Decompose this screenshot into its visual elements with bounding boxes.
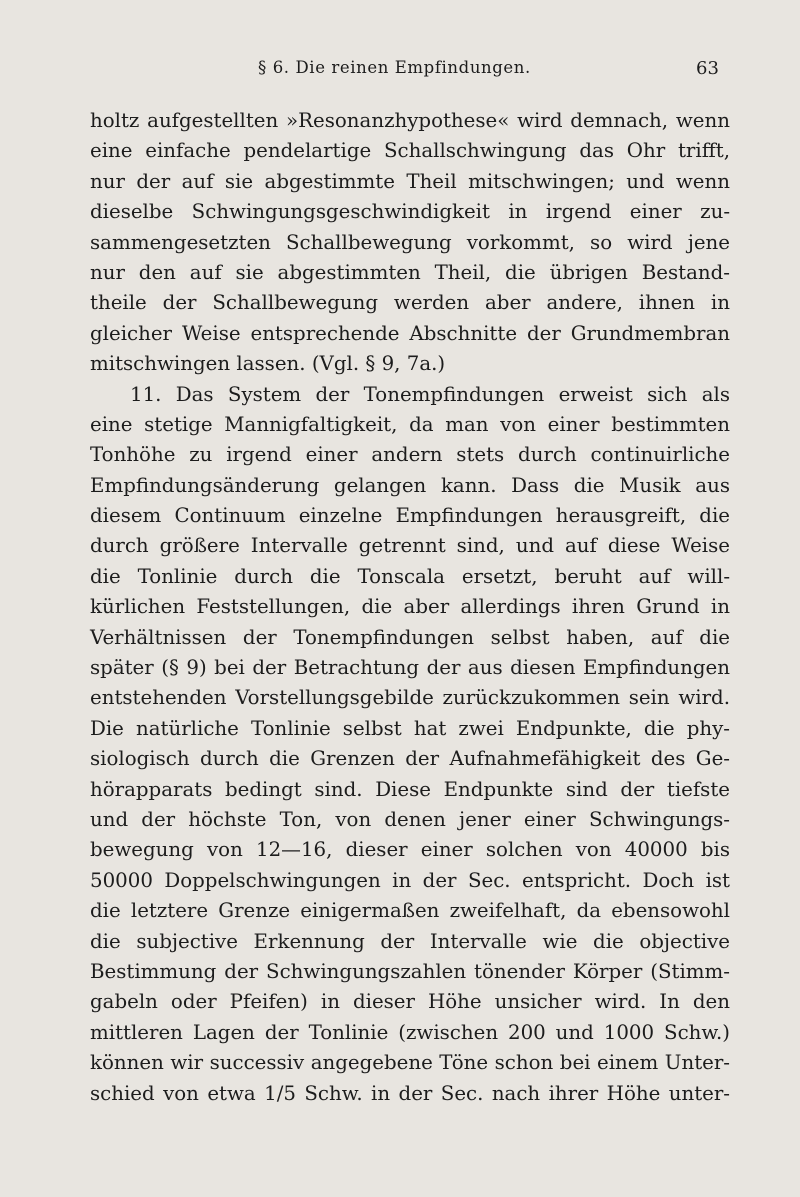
text-line: nur der auf sie abgestimmte Theil mitschwingen; und wenn bbox=[90, 169, 730, 193]
text-line: die subjective Erkennung der Intervalle wie die objective bbox=[90, 929, 730, 953]
text-line: später (§ 9) bei der Betrachtung der aus diesen Empfindungen bbox=[90, 656, 730, 680]
text-line: und der höchste Ton, von denen jener einer Schwingungs- bbox=[90, 807, 730, 831]
text-line: theile der Schallbewegung werden aber andere, ihnen in bbox=[90, 291, 730, 315]
text-line: diesem Continuum einzelne Empfindungen herausgreift, die bbox=[90, 504, 730, 528]
text-line: nur den auf sie abgestimmten Theil, die übrigen Bestand- bbox=[90, 260, 730, 284]
text-line: gabeln oder Pfeifen) in dieser Höhe unsicher wird. In den bbox=[90, 990, 730, 1014]
text-line: Verhältnissen der Tonempfindungen selbst haben, auf die bbox=[90, 625, 730, 649]
text-line: dieselbe Schwingungsgeschwindigkeit in irgend einer zu- bbox=[90, 200, 730, 224]
text-line: kürlichen Feststellungen, die aber allerdings ihren Grund in bbox=[90, 595, 730, 619]
text-line: Die natürliche Tonlinie selbst hat zwei Endpunkte, die phy- bbox=[90, 716, 730, 740]
text-line: die letztere Grenze einigermaßen zweifelhaft, da ebensowohl bbox=[90, 899, 730, 923]
running-head: § 6. Die reinen Empfindungen. bbox=[258, 58, 531, 77]
page-number: 63 bbox=[696, 58, 719, 79]
text-line: durch größere Intervalle getrennt sind, und auf diese Weise bbox=[90, 534, 730, 558]
section-start-line: 11. Das System der Tonempfindungen erweist sich als bbox=[130, 382, 730, 406]
text-line: Empfindungsänderung gelangen kann. Dass die Musik aus bbox=[90, 473, 730, 497]
text-line: holtz aufgestellten »Resonanzhypothese« wird demnach, wenn bbox=[90, 109, 730, 132]
text-line: können wir successiv angegebene Töne schon bei einem Unter- bbox=[90, 1051, 730, 1075]
text-line: gleicher Weise entsprechende Abschnitte der Grundmembran bbox=[90, 321, 730, 345]
text-line: hörapparats bedingt sind. Diese Endpunkte sind der tiefste bbox=[90, 777, 730, 801]
text-line: bewegung von 12—16, dieser einer solchen von 40000 bis bbox=[90, 838, 730, 862]
text-line: Tonhöhe zu irgend einer andern stets durch continuirliche bbox=[90, 443, 730, 467]
text-line: eine stetige Mannigfaltigkeit, da man von einer bestimmten bbox=[90, 412, 730, 436]
text-line: 50000 Doppelschwingungen in der Sec. entspricht. Doch ist bbox=[90, 868, 730, 892]
text-line: eine einfache pendelartige Schallschwingung das Ohr trifft, bbox=[90, 139, 730, 163]
text-line: Bestimmung der Schwingungszahlen tönender Körper (Stimm- bbox=[90, 959, 730, 983]
text-line: mitschwingen lassen. (Vgl. § 9, 7a.) bbox=[90, 352, 446, 376]
text-line: die Tonlinie durch die Tonscala ersetzt, beruht auf will- bbox=[90, 564, 730, 588]
body-text bbox=[90, 106, 730, 1109]
text-line: entstehenden Vorstellungsgebilde zurückzukommen sein wird. bbox=[90, 686, 730, 710]
text-line: schied von etwa 1/5 Schw. in der Sec. nach ihrer Höhe unter- bbox=[90, 1081, 730, 1105]
text-line: mittleren Lagen der Tonlinie (zwischen 200 und 1000 Schw.) bbox=[90, 1020, 730, 1044]
text-line: sammengesetzten Schallbewegung vorkommt, so wird jene bbox=[90, 230, 730, 254]
text-line: siologisch durch die Grenzen der Aufnahmefähigkeit des Ge- bbox=[90, 747, 730, 771]
